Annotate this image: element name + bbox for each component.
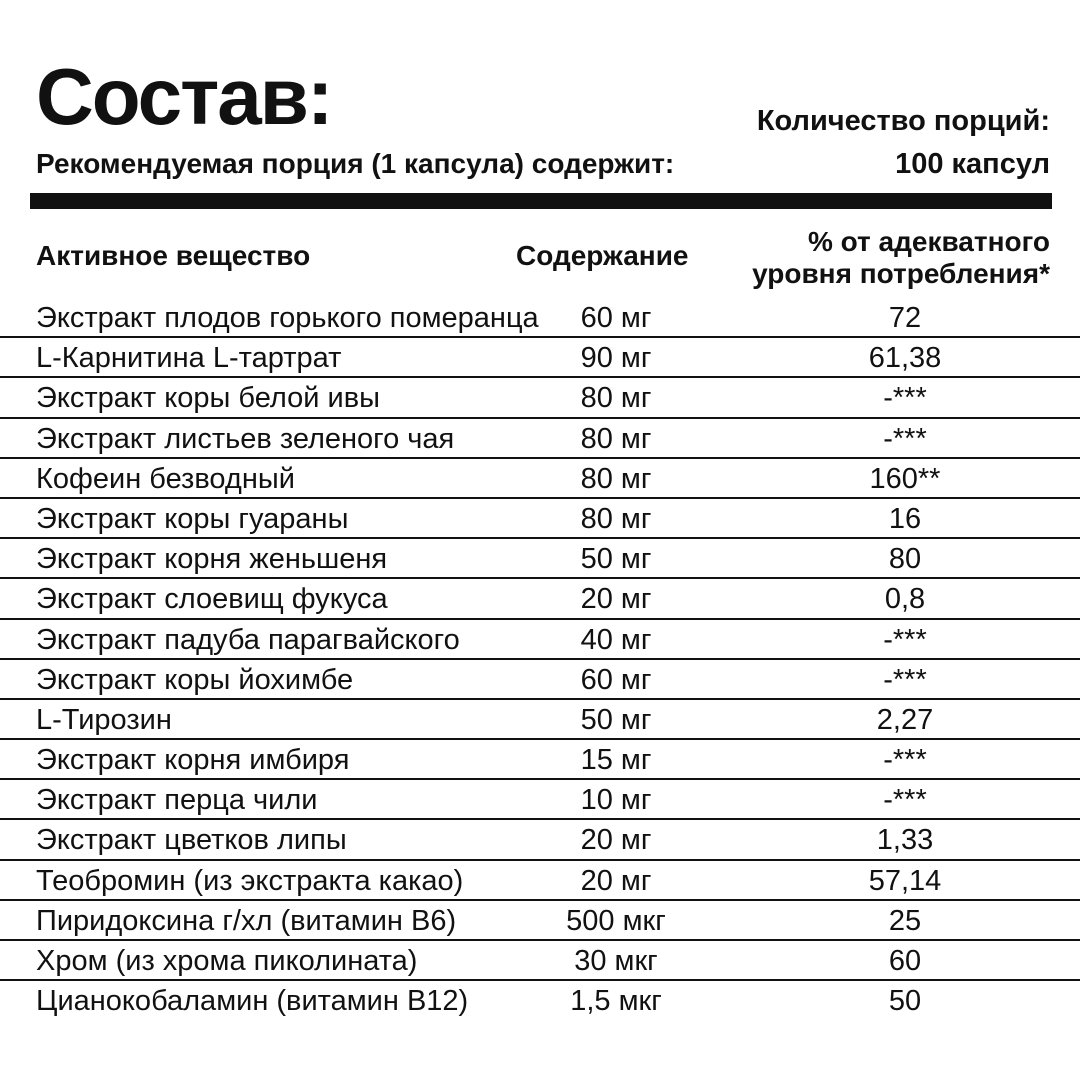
ingredient-amount: 90 мг xyxy=(580,342,652,375)
ingredient-percent: 61,38 xyxy=(868,342,942,375)
table-row xyxy=(0,740,1080,780)
ingredient-name: Экстракт корня имбиря xyxy=(36,744,350,777)
table-row xyxy=(0,338,1080,378)
ingredient-name: Хром (из хрома пиколината) xyxy=(36,945,418,977)
table-row xyxy=(0,941,1080,981)
ingredient-percent: -*** xyxy=(883,422,927,455)
column-header-percent xyxy=(752,226,1050,290)
table-row xyxy=(0,780,1080,820)
header-divider xyxy=(30,193,1052,209)
ingredient-percent: 25 xyxy=(888,904,922,937)
ingredient-amount: 60 мг xyxy=(580,663,652,696)
ingredient-amount: 80 мг xyxy=(580,382,652,415)
table-row xyxy=(0,499,1080,539)
table-row xyxy=(0,660,1080,700)
ingredient-name: Экстракт корня женьшеня xyxy=(36,543,388,576)
ingredient-name: Экстракт коры белой ивы xyxy=(36,382,380,415)
ingredient-amount: 15 мг xyxy=(580,744,652,777)
ingredient-percent: 72 xyxy=(888,302,922,334)
ingredient-amount: 10 мг xyxy=(580,784,652,817)
ingredient-name: Экстракт слоевищ фукуса xyxy=(36,583,388,616)
table-row xyxy=(0,579,1080,619)
ingredient-name: Экстракт коры гуараны xyxy=(36,502,349,535)
ingredient-name: Пиридоксина г/хл (витамин В6) xyxy=(36,904,457,937)
table-row xyxy=(0,539,1080,579)
table-row xyxy=(0,861,1080,901)
table-row xyxy=(0,700,1080,740)
ingredient-name: Теобромин (из экстракта какао) xyxy=(36,864,464,897)
page-title: Состав: xyxy=(36,52,332,141)
ingredient-amount: 80 мг xyxy=(580,422,652,455)
ingredient-percent: -*** xyxy=(883,784,927,817)
ingredient-percent: 50 xyxy=(888,985,922,1018)
ingredient-name: Экстракт цветков липы xyxy=(36,824,347,857)
ingredient-amount: 20 мг xyxy=(580,864,652,897)
ingredient-amount: 500 мкг xyxy=(566,904,666,937)
ingredient-name: Экстракт коры йохимбе xyxy=(36,663,354,696)
ingredient-percent: 1,33 xyxy=(876,824,934,857)
ingredient-name: Экстракт падуба парагвайского xyxy=(36,623,460,656)
ingredient-amount: 20 мг xyxy=(580,824,652,857)
ingredient-name: L-Тирозин xyxy=(36,703,172,736)
ingredient-name: L-Карнитина L-тартрат xyxy=(36,342,342,375)
ingredient-name: Экстракт плодов горького померанца xyxy=(36,302,539,334)
table-row xyxy=(0,378,1080,418)
column-header-substance: Активное вещество xyxy=(36,240,311,271)
ingredient-name: Кофеин безводный xyxy=(36,462,295,495)
ingredient-percent: 16 xyxy=(888,502,922,535)
recommended-serving-text: Рекомендуемая порция (1 капсула) содержит: xyxy=(36,148,675,179)
ingredient-percent: 0,8 xyxy=(884,583,926,616)
ingredient-percent: -*** xyxy=(883,382,927,415)
ingredient-percent: 60 xyxy=(888,945,922,977)
ingredient-name: Экстракт листьев зеленого чая xyxy=(36,422,455,455)
ingredient-name: Экстракт перца чили xyxy=(36,784,318,817)
table-row xyxy=(0,298,1080,338)
ingredient-amount: 80 мг xyxy=(580,462,652,495)
ingredient-amount: 1,5 мкг xyxy=(570,985,662,1018)
ingredient-percent: -*** xyxy=(883,663,927,696)
ingredient-amount: 50 мг xyxy=(580,703,652,736)
column-header-amount: Содержание xyxy=(516,240,689,271)
table-row xyxy=(0,820,1080,860)
ingredient-amount: 50 мг xyxy=(580,543,652,576)
table-row xyxy=(0,419,1080,459)
table-row xyxy=(0,620,1080,660)
ingredient-percent: -*** xyxy=(883,623,927,656)
ingredient-name: Цианокобаламин (витамин В12) xyxy=(36,985,469,1018)
table-row xyxy=(0,901,1080,941)
table-row xyxy=(0,981,1080,1021)
servings-count-label: Количество порций: xyxy=(756,105,1050,137)
ingredient-percent: 57,14 xyxy=(868,864,942,897)
ingredient-percent: 2,27 xyxy=(876,703,934,736)
column-header-percent-line1: % от адекватного xyxy=(807,226,1050,257)
ingredient-amount: 80 мг xyxy=(580,502,652,535)
servings-count-value: 100 капсул xyxy=(895,148,1050,180)
ingredient-amount: 20 мг xyxy=(580,583,652,616)
ingredient-amount: 60 мг xyxy=(580,302,652,334)
ingredient-percent: 80 xyxy=(888,543,922,576)
ingredient-amount: 40 мг xyxy=(580,623,652,656)
column-header-percent-line2: уровня потребления* xyxy=(752,258,1050,289)
ingredients-table xyxy=(0,298,1080,1021)
ingredient-amount: 30 мкг xyxy=(574,945,658,977)
ingredient-percent: 160** xyxy=(869,462,941,495)
ingredient-percent: -*** xyxy=(883,744,927,777)
table-row xyxy=(0,459,1080,499)
